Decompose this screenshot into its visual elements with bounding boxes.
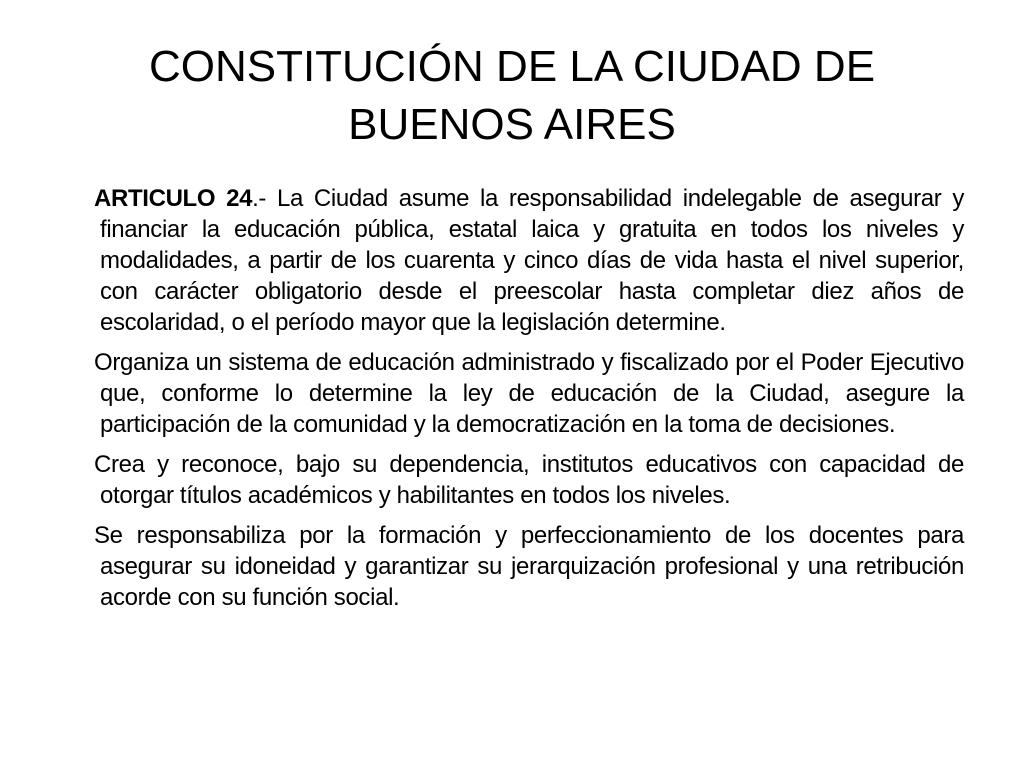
paragraph-docentes [94,520,964,613]
paragraph-sistema-educacion [94,347,964,440]
paragraph-text: Se responsabiliza por la formación y perfeccionamiento de los docentes para asegurar su idoneidad y garantizar su jerarquización profesional y una retribución acorde con su función social. [94,522,964,611]
article-heading: ARTICULO 24 [94,185,253,212]
paragraph-articulo-24 [94,183,964,338]
slide-title: CONSTITUCIÓN DE LA CIUDAD DE BUENOS AIRES [148,42,876,149]
paragraph-institutos [94,449,964,511]
slide-body [94,183,964,622]
paragraph-text: .- La Ciudad asume la responsabilidad indelegable de asegurar y financiar la educación pública, estatal laica y gratuita en todos los niveles y modalidades, a partir de los cuarenta y cinco días de vida hasta el nivel superior, con carácter obligatorio desde el preescolar hasta completar diez años de escolaridad, o el período mayor que la legislación determine. [100,185,964,336]
paragraph-text: Organiza un sistema de educación administrado y fiscalizado por el Poder Ejecutivo que, conforme lo determine la ley de educación de la Ciudad, asegure la participación de la comunidad y la democratización en la toma de decisiones. [94,349,964,438]
paragraph-text: Crea y reconoce, bajo su dependencia, institutos educativos con capacidad de otorgar títulos académicos y habilitantes en todos los niveles. [94,451,964,509]
